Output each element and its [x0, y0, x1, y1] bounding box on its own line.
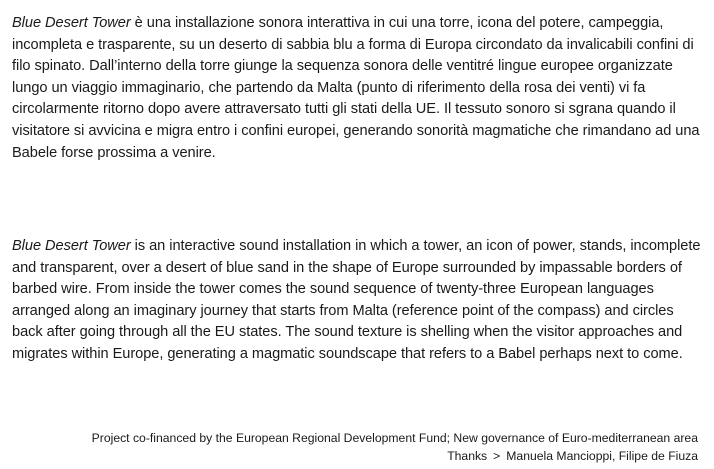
work-title-italian: Blue Desert Tower [12, 15, 131, 31]
paragraph-english [12, 236, 704, 366]
paragraph-italian-body: è una installazione sonora interattiva in cui una torre, icona del potere, campeggia, incompleta e trasparente, su un deserto di sabbia blu a forma di Europa circondato da invalicabili confini di filo spinato. Dall’interno della torre giunge la sequenza sonora delle ventitré lingue europee organizzate lungo un viaggio immaginario, che partendo da Malta (punto di riferimento della rosa dei venti) vi fa circolarmente ritorno dopo avere attraversato tutti gli stati della UE. Il tessuto sonoro si sgrana quando il visitatore si avvicina e migra entro i confini europei, generando sonorità magmatiche che rimandano ad una Babele forse prossima a venire. [12, 15, 700, 161]
credits [92, 429, 698, 465]
thanks-line [92, 447, 698, 465]
funding-note: Project co-financed by the European Regional Development Fund; New governance of Euro-mediterranean area [91, 431, 698, 445]
work-title-english: Blue Desert Tower [12, 238, 131, 254]
paragraph-english-body: is an interactive sound installation in which a tower, an icon of power, stands, incomplete and transparent, over a desert of blue sand in the shape of Europe surrounded by impassable borders of barbed wire. From inside the tower comes the sound sequence of twenty-three European languages arranged along an imaginary journey that starts from Malta (reference point of the compass) and circles back after going through all the EU states. The sound texture is shelling when the visitor approaches and migrates within Europe, generating a magmatic soundscape that refers to a Babel perhaps next to come. [12, 238, 701, 362]
thanks-names: Manuela Mancioppi, Filipe de Fiuza [506, 449, 698, 463]
arrow-glyph: > [493, 449, 501, 463]
thanks-label: Thanks [447, 449, 488, 463]
paragraph-italian [12, 13, 704, 164]
